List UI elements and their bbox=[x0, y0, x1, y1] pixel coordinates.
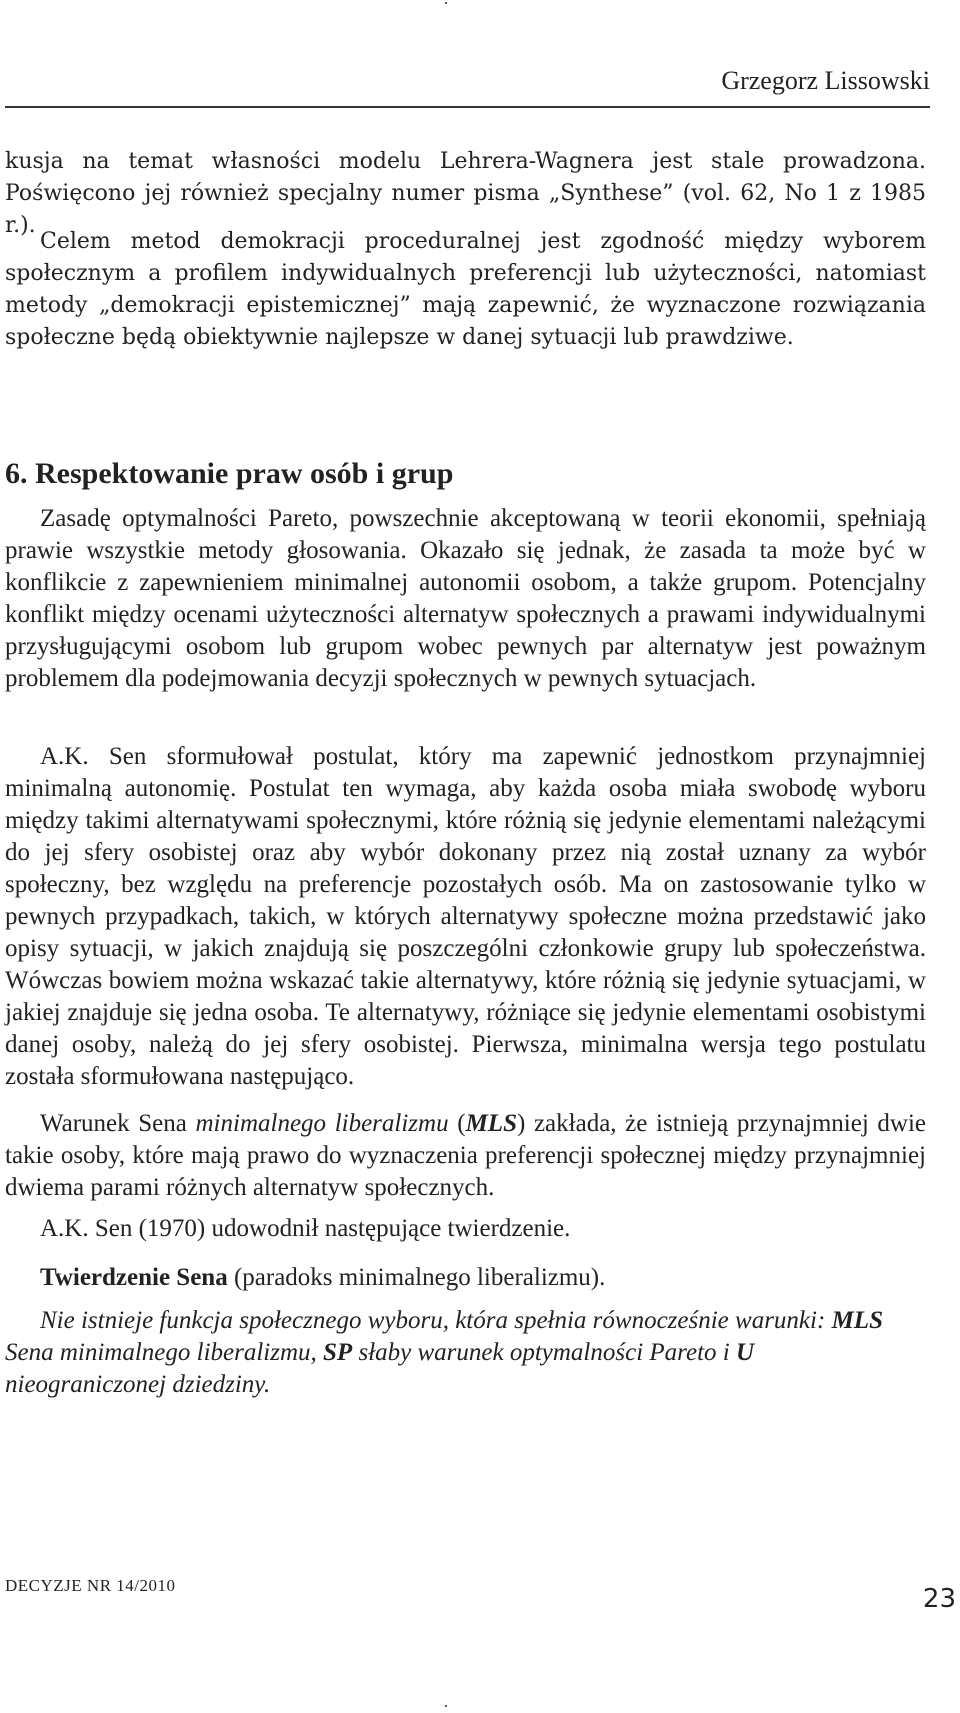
theorem-statement bbox=[5, 1305, 885, 1401]
header-rule bbox=[5, 106, 930, 108]
theorem-sp: SP bbox=[323, 1339, 353, 1366]
journal-footer: DECYZJE NR 14/2010 bbox=[5, 1576, 176, 1595]
theorem-text-3: słaby warunek optymalności Pareto i bbox=[352, 1339, 736, 1366]
theorem-u: U bbox=[735, 1339, 755, 1366]
paragraph-3: Zasadę optymalności Pareto, powszechnie akceptowaną w teorii ekonomii, spełniają prawie wszystkie metody głosowania. Okazało się jednak, że zasada ta może być w konflikcie z zapewnieniem minimalnej autonomii osobom, a także grupom. Potencjalny konflikt między ocenami użyteczności alternatyw społecznych a prawami indywidualnymi przysługującymi osobom lub grupom wobec pewnych par alternatyw jest poważnym problemem dla podejmowania decyzji społecznych w pewnych sytuacjach. bbox=[5, 505, 926, 692]
page-number: 23 bbox=[922, 1584, 956, 1614]
running-head-author: Grzegorz Lissowski bbox=[721, 66, 930, 95]
paragraph-5-start: Warunek Sena bbox=[40, 1110, 196, 1137]
crop-mark-bottom bbox=[445, 1705, 447, 1707]
theorem-text-1: Nie istnieje funkcja społecznego wyboru, która spełnia równocześnie warunki: bbox=[40, 1307, 832, 1334]
crop-mark-top bbox=[445, 2, 447, 4]
paragraph-5 bbox=[5, 1108, 926, 1204]
theorem-title: Twierdzenie Sena bbox=[40, 1264, 228, 1291]
paragraph-5-open: ( bbox=[448, 1110, 466, 1137]
theorem-text-2: Sena minimalnego liberalizmu, bbox=[5, 1339, 324, 1366]
paragraph-5-rest: ) zakłada, że istnieją przynajmniej dwie takie osoby, które mają prawo do wyznaczenia preferencji społecznej między przynajmniej dwiema parami różnych alternatyw społecznych. bbox=[5, 1110, 927, 1201]
paragraph-1: kusja na temat własności modelu Lehrera-Wagnera jest stale prowadzona. Poświęcono jej również specjalny numer pisma „Synthese” (vol. 62, No 1 z 1985 r.). bbox=[5, 149, 926, 238]
theorem-mls: MLS bbox=[831, 1307, 883, 1334]
theorem-subtitle: (paradoks minimalnego liberalizmu). bbox=[227, 1264, 606, 1291]
paragraph-2: Celem metod demokracji proceduralnej jest zgodność między wyborem społecznym a profilem indywidualnych preferencji lub użyteczności, natomiast metody „demokracji epistemicznej” mają zapewnić, że wyznaczone rozwiązania społeczne będą obiektywnie najlepsze w danej sytuacji lub prawdziwe. bbox=[5, 229, 926, 350]
section-heading: 6. Respektowanie praw osób i grup bbox=[5, 457, 454, 490]
paragraph-7 bbox=[5, 1262, 926, 1294]
paragraph-5-mls: MLS bbox=[465, 1110, 517, 1137]
paragraph-4: A.K. Sen sformułował postulat, który ma zapewnić jednostkom przynajmniej minimalną autonomię. Postulat ten wymaga, aby każda osoba miała swobodę wyboru między takimi alternatywami społecznymi, które różnią się jedynie elementami należącymi do jej sfery osobistej oraz aby wybór dokonany przez nią został uznany za wybór społeczny, bez względu na preferencje pozostałych osób. Ma on zastosowanie tylko w pewnych przypadkach, takich, w których alternatywy społeczne można przedstawić jako opisy sytuacji, w jakich znajdują się poszczególni członkowie grupy lub społeczeństwa. Wówczas bowiem można wskazać takie alternatywy, które różnią się jedynie sytuacjami, w jakiej znajduje się jedna osoba. Te alternatywy, różniące się jedynie elementami osobistymi danej osoby, należą do jej sfery osobistej. Pierwsza, minimalna wersja tego postulatu została sformułowana następująco. bbox=[5, 743, 926, 1090]
paragraph-5-italic-term: minimalnego liberalizmu bbox=[195, 1110, 449, 1137]
paragraph-6: A.K. Sen (1970) udowodnił następujące twierdzenie. bbox=[40, 1215, 571, 1242]
theorem-text-4: nieograniczonej dziedziny. bbox=[5, 1371, 271, 1398]
